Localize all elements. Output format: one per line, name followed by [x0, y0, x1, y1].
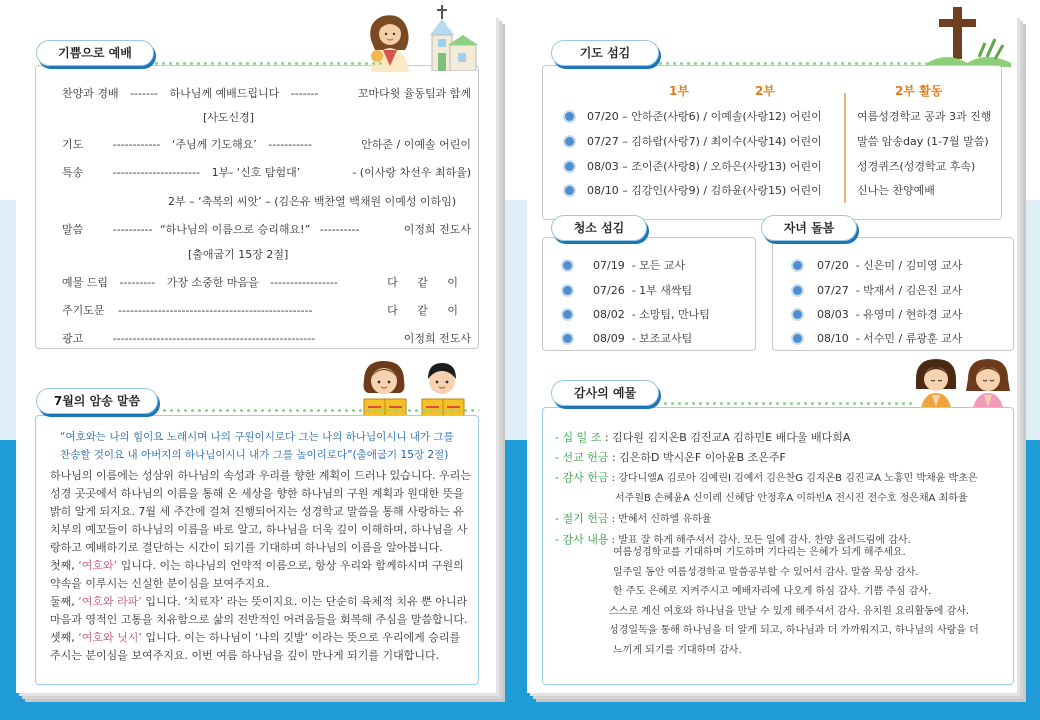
- prayer-bullet: [565, 112, 574, 121]
- offering-mission: - 선교 헌금 : 김은하D 박시온F 이아윤B 조은주F: [555, 451, 786, 464]
- worship-row-announcement-right: 이정희 전도사: [403, 332, 471, 345]
- worship-row-lords-prayer: 주기도문 -------------------------------------------------: [62, 304, 313, 317]
- childcare-bullet: [793, 261, 802, 270]
- prayer-activity-header: 2부 활동: [895, 84, 943, 98]
- worship-row-special-song-2: 2부 – ‘축복의 씨앗’ – (김은유 백찬열 백채원 이예성 이하임): [168, 195, 457, 208]
- prayer-row-4: 08/10 – 김강인(사랑9) / 김하윤(사랑15) 어린이: [587, 184, 822, 197]
- offering-title-tab: 감사의 예물: [551, 380, 659, 406]
- childcare-row-2: 07/27 - 박재서 / 김은진 교사: [817, 284, 963, 297]
- worship-dotted-line: [146, 59, 386, 68]
- memory-title-tab: 7월의 암송 말씀: [36, 388, 158, 414]
- verse-line-1: “여호와는 나의 힘이요 노래시며 나의 구원이시로다 그는 나의 하나님이시니 내가 그를: [60, 431, 454, 443]
- childcare-row-3: 08/03 - 유영미 / 현하경 교사: [817, 308, 963, 321]
- childcare-row-1: 07/20 - 신은미 / 김미영 교사: [817, 259, 963, 272]
- verse-line-2: 찬송할 것이요 내 아버지의 하나님이시니 내가 그를 높이리로다”(출애굽기 15장 2절): [60, 449, 449, 461]
- cleaning-row-4: 08/09 - 보조교사팀: [593, 332, 693, 345]
- offering-season: - 절기 헌금 : 반혜서 신하엘 유하율: [555, 512, 712, 525]
- prayer-bullet: [565, 186, 574, 195]
- prayer-bullet: [565, 137, 574, 146]
- worship-row-offering: 예물 드림 --------- 가장 소중한 마음을 -----------------: [62, 276, 338, 289]
- childcare-title-tab: 자녀 돌봄: [761, 215, 857, 241]
- worship-row-creed: [사도신경]: [203, 111, 255, 124]
- cleaning-bullet: [563, 286, 572, 295]
- prayer-bullet: [565, 162, 574, 171]
- activity-3: 성경퀴즈(성경학교 후속): [857, 160, 976, 173]
- prayer-col-2-header: 2부: [755, 84, 775, 98]
- memory-explanation: 하나님의 이름에는 성삼위 하나님의 속성과 우리를 향한 계획이 드러나 있습니다. 우리는 성경 곳곳에서 하나님의 이름을 통해 온 세상을 향한 하나님의 구원 계획과 원대한 뜻을 밝히 알게 되지요. 7월 세 주간에 걸쳐 진행되어지는 성경학교 말씀을 통해 사랑하는 유 치부의 예꼬들이 하나님의 이름을 바로 알고, 하나님을 더욱 깊이 이해하며, 하나님을 사 랑하고 예배하기로 결단하는 시간이 되기를 기대하며 하나님의 이름을 알아봅니다. 첫째, ‘여호와’ 입니다. 이는 하나님의 언약적 이름으로, 항상 우리와 함께하시며 구원의 약속을 이루시는 신실한 분이심을 보여주지요. 둘째, ‘여호와 라파’ 입니다. ‘치료자’ 라는 뜻이지요. 이는 단순히 육체적 치유 뿐 아니라 마음과 영적인 고통을 치유함으로 삶의 전반적인 어려움들을 회복해 주심을 말씀합니다. 셋째, ‘여호와 닛시’ 입니다. 이는 하나님이 ‘나의 깃발’ 이라는 뜻으로 우리에게 승리를 주시는 분이심을 보여주지요. 이번 여름 하나님을 깊이 만나게 되기를 기대합니다.: [50, 469, 471, 662]
- prayer-title-tab: 기도 섬김: [551, 40, 659, 66]
- worship-row-lords-prayer-right: 다 같 이: [387, 304, 458, 317]
- praying-children-icon: [912, 355, 1012, 415]
- cleaning-bullet: [563, 310, 572, 319]
- worship-row-special-song: 특송 ---------------------- 1부- ‘신호 탐험대’: [62, 166, 301, 179]
- church-icon: [414, 5, 478, 71]
- cleaning-bullet: [563, 261, 572, 270]
- worship-row-praise-right: 꼬마다윗 율동팀과 함께: [357, 87, 471, 100]
- offering-dotted-line: [662, 399, 912, 408]
- offering-thanks-line-2: 서주원B 손혜윤A 신이레 신혜담 안정후A 이하빈A 전시진 전수호 정은채A 최하율: [615, 493, 968, 504]
- activity-1: 여름성경학교 공과 3과 진행: [857, 110, 992, 123]
- cleaning-row-3: 08/02 - 소망팀, 만나팀: [593, 308, 710, 321]
- activity-4: 신나는 찬양예배: [857, 184, 935, 197]
- cleaning-title-tab: 청소 섬김: [551, 215, 647, 241]
- worship-title-tab: 기쁨으로 예배: [36, 40, 154, 66]
- worship-row-sermon: 말씀 ---------- “하나님의 이름으로 승리해요!” ----------: [62, 223, 360, 236]
- prayer-dotted-line: [657, 59, 927, 68]
- worship-row-prayer-right: 안하준 / 이예솔 어린이: [361, 138, 471, 151]
- left-page: [16, 15, 496, 693]
- childcare-bullet: [793, 286, 802, 295]
- worship-row-prayer: 기도 ------------ ‘주님께 기도해요’ -----------: [62, 138, 312, 151]
- childcare-bullet: [793, 334, 802, 343]
- memory-dotted-line: [161, 406, 479, 415]
- prayer-divider: [844, 93, 846, 203]
- prayer-row-2: 07/27 – 김하람(사랑7) / 최이수(사랑14) 어린이: [587, 135, 822, 148]
- offering-content: - 감사 내용 : 발표 잘 하게 해주셔서 감사. 모든 일에 감사. 찬양 올려드림에 감사.: [555, 533, 911, 546]
- prayer-row-3: 08/03 – 조이준(사랑8) / 오하은(사랑13) 어린이: [587, 160, 822, 173]
- prayer-row-1: 07/20 – 안하준(사랑6) / 이예솔(사랑12) 어린이: [587, 110, 822, 123]
- offering-tithe: - 십 일 조 : 김다원 김지온B 김진교A 김하민E 배다울 배다희A: [555, 431, 851, 444]
- cleaning-row-1: 07/19 - 모든 교사: [593, 259, 686, 272]
- offering-content-list: 여름성경학교를 기대하며 기도하며 기다리는 은혜가 되게 해주세요. 일주일 동안 여름성경학교 말씀공부할 수 있어서 감사. 말씀 묵상 감사. 한 주도 은혜로 지켜주시고 예배자리에 나오게 하심 감사. 기쁨 주심 감사. 스스로 계신 여호와 하나님을 만날 수 있게 해주셔서 감사. 유치원 요리활동에 감사. 성경일독을 통해 하나님을 더 알게 되고, 하나님과 더 가까워지고, 하나님의 사랑을 더 느끼게 되기를 기대하며 감사.: [609, 547, 979, 656]
- offering-thanks: - 감사 헌금 : 강다니엘A 김로아 김예린I 김예서 김은찬G 김지온B 김진교A 노홍민 박채윤 박초은: [555, 471, 978, 484]
- worship-row-sermon-right: 이정희 전도사: [403, 223, 471, 236]
- worship-row-special-song-right: - (이사랑 차선우 최하율): [352, 166, 471, 179]
- worship-row-announcement: 광고 ---------------------------------------------------: [62, 332, 316, 345]
- cross-icon: [927, 7, 1011, 67]
- worship-row-praise: 찬양과 경배 ------- 하나님께 예배드립니다 -------: [62, 87, 319, 100]
- childcare-row-4: 08/10 - 서수민 / 류광훈 교사: [817, 332, 963, 345]
- childcare-bullet: [793, 310, 802, 319]
- prayer-col-1-header: 1부: [669, 84, 689, 98]
- cleaning-row-2: 07/26 - 1부 새싹팀: [593, 284, 693, 297]
- worship-row-scripture: [출애굽기 15장 2절]: [188, 248, 289, 261]
- worship-row-offering-right: 다 같 이: [387, 276, 458, 289]
- activity-2: 말씀 암송day (1-7월 말씀): [857, 135, 989, 148]
- cleaning-bullet: [563, 334, 572, 343]
- right-page: [527, 15, 1017, 693]
